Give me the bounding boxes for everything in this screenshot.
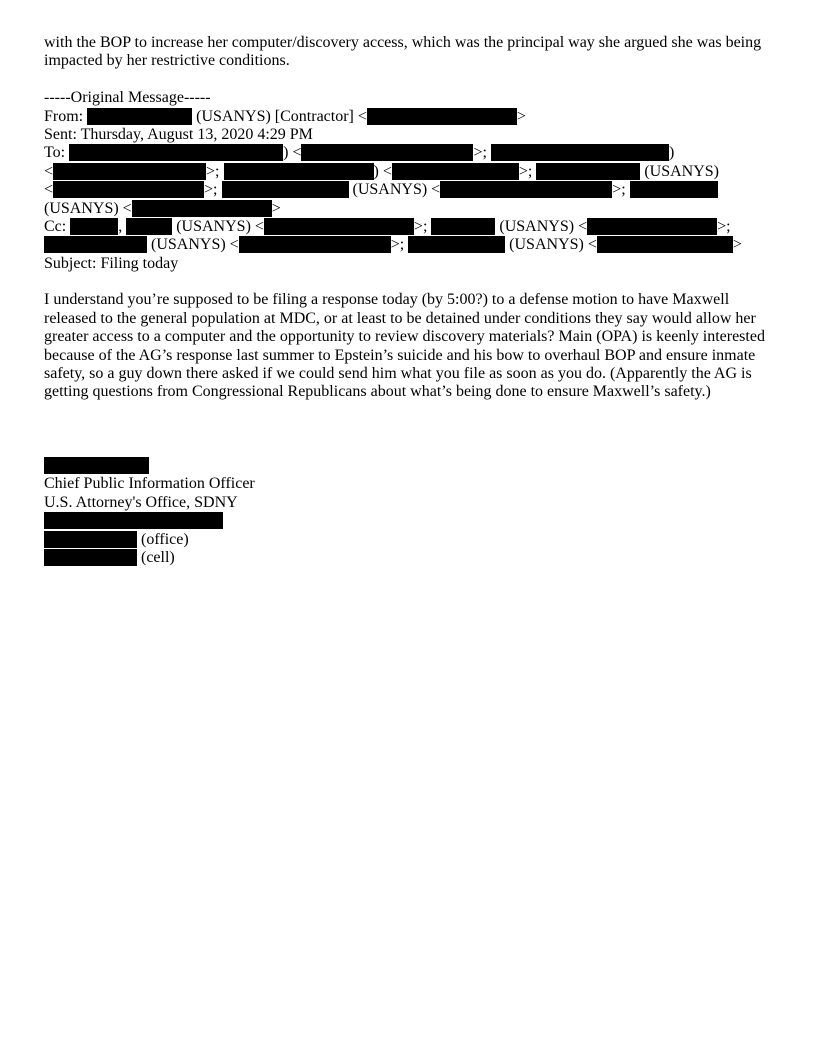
original-message-separator — [44, 89, 772, 107]
paragraph-line-text: greater access to a computer and the opportunity to review discovery materials? Main (OPA) is keenly interested — [44, 328, 765, 346]
redaction-bar — [44, 512, 223, 529]
to-line-text: ) < — [283, 144, 302, 162]
to-line-text: ) < — [373, 162, 392, 180]
paragraph-line-text: getting questions from Congressional Republicans about what’s being done to ensure Maxwell’s safety.) — [44, 383, 711, 401]
signature-email-line — [44, 512, 772, 530]
redaction-bar — [87, 108, 192, 125]
cc-line-text: (USANYS) < — [505, 236, 597, 254]
paragraph-line-text: because of the AG’s response last summer to Epstein’s suicide and his bow to overhaul BOP and ensure inmate — [44, 346, 756, 364]
paragraph-line — [44, 365, 772, 383]
redaction-bar — [587, 218, 717, 235]
to-line-text: < — [44, 162, 54, 180]
redaction-bar — [70, 218, 118, 235]
cc-line-text: >; — [717, 217, 731, 235]
cc-line-text: (USANYS) < — [495, 217, 588, 235]
redaction-bar — [408, 236, 505, 253]
redaction-bar — [224, 163, 374, 180]
from-line-text: (USANYS) [Contractor] < — [192, 107, 367, 125]
signature-phone-cell-line-text: (cell) — [137, 548, 175, 566]
cc-line-text: >; — [390, 236, 409, 254]
redaction-bar — [222, 181, 349, 198]
cc-line-text: (USANYS) < — [147, 236, 239, 254]
original-message-separator-text: -----Original Message----- — [44, 89, 211, 107]
email-document — [44, 34, 772, 567]
to-line — [44, 200, 772, 218]
to-line-text: >; — [206, 162, 224, 180]
to-line-text: ) — [668, 144, 675, 162]
from-line-text: From: — [44, 107, 88, 125]
to-line-text: >; — [518, 162, 537, 180]
signature-phone-cell-line — [44, 549, 772, 567]
redaction-bar — [630, 181, 718, 198]
subject-line-text: Subject: Filing today — [44, 254, 179, 272]
signature-title-line — [44, 475, 772, 493]
paragraph-line — [44, 347, 772, 365]
paragraph-line-text: I understand you’re supposed to be filing a response today (by 5:00?) to a defense motion to have Maxwell — [44, 291, 730, 309]
cc-line — [44, 218, 772, 236]
from-line — [44, 108, 772, 126]
paragraph-line — [44, 328, 772, 346]
to-line-text: (USANYS) < — [348, 181, 441, 199]
redaction-bar — [440, 181, 612, 198]
signature-phone-office-line-text: (office) — [137, 530, 189, 548]
signature-title-line-text: Chief Public Information Officer — [44, 475, 255, 493]
cc-line-text: > — [732, 236, 742, 254]
cc-line — [44, 236, 772, 254]
signature-name-line — [44, 457, 772, 475]
to-line-text: >; — [473, 144, 491, 162]
redaction-bar — [44, 457, 149, 474]
redaction-bar — [69, 144, 283, 161]
paragraph-line — [44, 383, 772, 401]
paragraph-line-text: safety, so a guy down there asked if we could send him what you file as soon as you do. (Apparently the AG is — [44, 365, 752, 383]
redaction-bar — [597, 236, 733, 253]
signature-phone-office-line — [44, 531, 772, 549]
blank-line — [44, 71, 772, 89]
redaction-bar — [53, 163, 206, 180]
redaction-bar — [301, 144, 473, 161]
redaction-bar — [264, 218, 414, 235]
redaction-bar — [239, 236, 391, 253]
redaction-bar — [367, 108, 517, 125]
sent-line — [44, 126, 772, 144]
to-line-text: > — [271, 199, 281, 217]
cc-line-text: >; — [413, 217, 432, 235]
cc-line-text: Cc: — [44, 217, 71, 235]
body-text-line-text: with the BOP to increase her computer/discovery access, which was the principal way she argued she was being — [44, 34, 762, 51]
redaction-bar — [536, 163, 640, 180]
body-text-line — [44, 34, 772, 52]
redaction-bar — [126, 218, 172, 235]
redaction-bar — [392, 163, 519, 180]
paragraph-line — [44, 310, 772, 328]
to-line — [44, 144, 772, 162]
paragraph-line — [44, 291, 772, 309]
body-text-line-text: impacted by her restrictive conditions. — [44, 52, 290, 70]
redaction-bar — [44, 549, 137, 566]
blank-line — [44, 439, 772, 457]
body-text-line — [44, 52, 772, 70]
blank-line — [44, 420, 772, 438]
blank-line — [44, 402, 772, 420]
redaction-bar — [44, 236, 147, 253]
to-line — [44, 181, 772, 199]
subject-line — [44, 255, 772, 273]
signature-office-line-text: U.S. Attorney's Office, SDNY — [44, 493, 238, 511]
redaction-bar — [491, 144, 669, 161]
to-line-text: >; — [612, 181, 630, 199]
to-line-text: >; — [204, 181, 222, 199]
redaction-bar — [44, 531, 137, 548]
redaction-bar — [53, 181, 204, 198]
sent-line-text: Sent: Thursday, August 13, 2020 4:29 PM — [44, 125, 313, 143]
paragraph-line-text: released to the general population at MDC, or at least to be detained under conditions they say would allow her — [44, 309, 756, 327]
cc-line-text: (USANYS) < — [172, 217, 264, 235]
cc-line-text: , — [118, 217, 127, 235]
to-line-text: < — [44, 181, 54, 199]
from-line-text: > — [516, 107, 526, 125]
to-line-text: (USANYS) < — [44, 199, 132, 217]
to-line-text: To: — [44, 144, 70, 162]
to-line-text: (USANYS) — [640, 162, 719, 180]
signature-office-line — [44, 494, 772, 512]
to-line — [44, 163, 772, 181]
blank-line — [44, 273, 772, 291]
redaction-bar — [132, 200, 272, 217]
redaction-bar — [431, 218, 495, 235]
